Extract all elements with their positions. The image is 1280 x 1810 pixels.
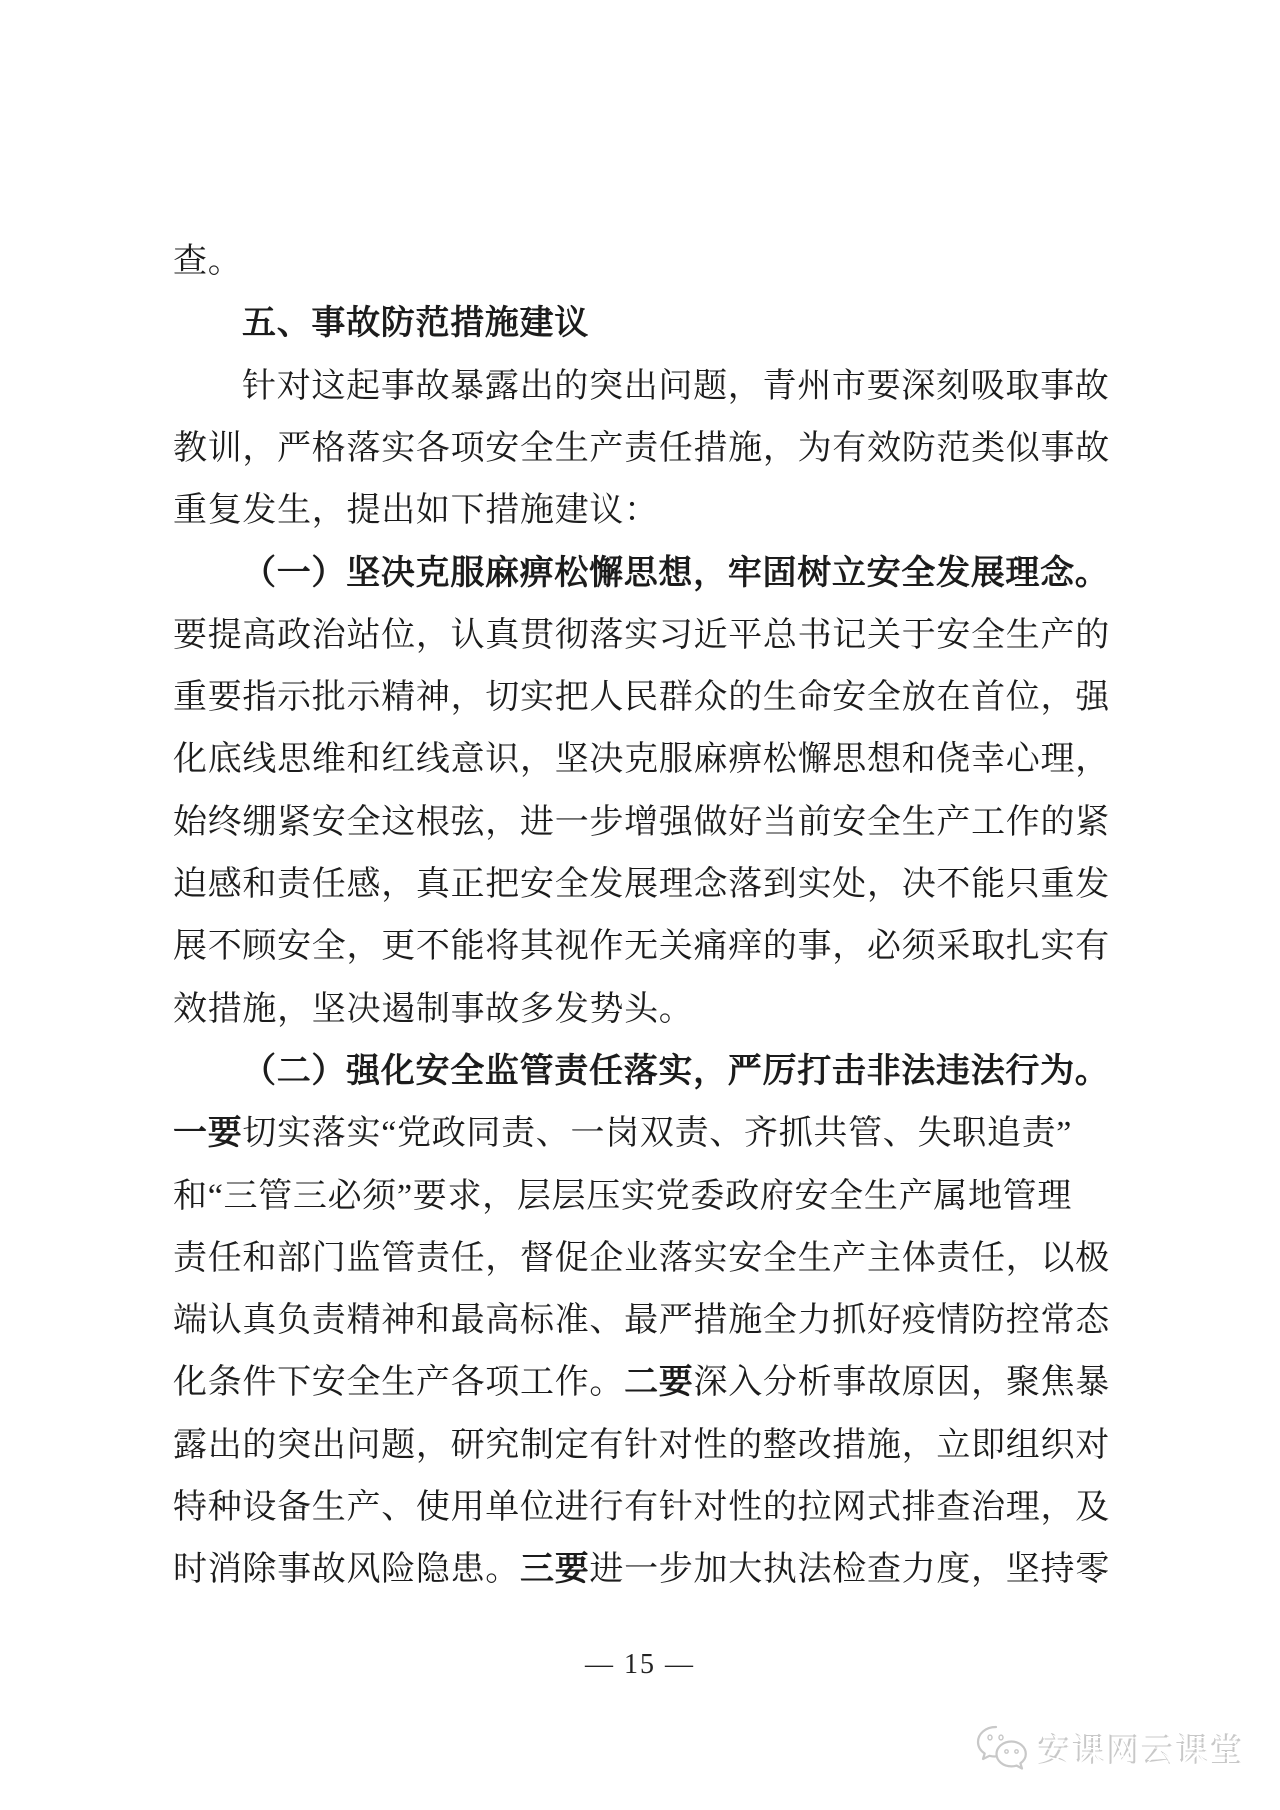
text-line xyxy=(242,543,1110,605)
text-line xyxy=(173,667,1110,729)
text-line xyxy=(173,1228,1110,1290)
text-line xyxy=(173,792,1110,854)
text-segment: 深入分析事故原因，聚焦暴 xyxy=(693,1364,1110,1401)
text-segment: 教训，严格落实各项安全生产责任措施，为有效防范类似事故 xyxy=(173,430,1110,467)
text-segment: 重复发生，提出如下措施建议： xyxy=(173,492,659,529)
bold-text-segment: 三要 xyxy=(520,1551,590,1588)
text-segment: 查。 xyxy=(173,243,243,280)
text-line xyxy=(173,1415,1110,1477)
text-segment: 要提高政治站位，认真贯彻落实习近平总书记关于安全生产的 xyxy=(173,617,1110,654)
text-segment: 重要指示批示精神，切实把人民群众的生命安全放在首位，强 xyxy=(173,679,1110,716)
text-line xyxy=(242,1041,1110,1103)
text-segment: 展不顾安全，更不能将其视作无关痛痒的事，必须采取扎实有 xyxy=(173,928,1110,965)
text-segment: 迫感和责任感，真正把安全发展理念落到实处，决不能只重发 xyxy=(173,866,1110,903)
watermark-text: 安课网云课堂 xyxy=(1039,1732,1246,1770)
text-segment: 化条件下安全生产各项工作。 xyxy=(173,1364,625,1401)
text-segment: 始终绷紧安全这根弦，进一步增强做好当前安全生产工作的紧 xyxy=(173,804,1110,841)
text-segment: 端认真负责精神和最高标准、最严措施全力抓好疫情防控常态 xyxy=(173,1302,1110,1339)
text-segment: 露出的突出问题，研究制定有针对性的整改措施，立即组织对 xyxy=(173,1427,1110,1464)
text-line xyxy=(173,1352,1110,1414)
bold-text-segment: 二要 xyxy=(624,1364,694,1401)
text-segment: 进一步加大执法检查力度，坚持零 xyxy=(589,1551,1110,1588)
bold-text-segment: 一要 xyxy=(173,1115,243,1152)
text-line xyxy=(173,854,1110,916)
text-segment: 效措施，坚决遏制事故多发势头。 xyxy=(173,991,694,1028)
text-line xyxy=(173,605,1110,667)
text-segment: 切实落实“党政同责、一岗双责、齐抓共管、失职追责” xyxy=(242,1115,1073,1152)
text-line xyxy=(173,1290,1110,1352)
bold-text-segment: （二）强化安全监管责任落实，严厉打击非法违法行为。 xyxy=(242,1053,1110,1090)
text-line xyxy=(173,729,1110,791)
text-segment: 责任和部门监管责任，督促企业落实安全生产主体责任，以极 xyxy=(173,1240,1110,1277)
text-line xyxy=(173,418,1110,480)
text-line xyxy=(242,293,589,355)
bold-text-segment: （一）坚决克服麻痹松懈思想，牢固树立安全发展理念。 xyxy=(242,555,1110,592)
text-segment: 时消除事故风险隐患。 xyxy=(173,1551,520,1588)
text-line xyxy=(173,1103,1072,1165)
text-line xyxy=(173,1166,1072,1228)
text-line xyxy=(173,231,242,293)
text-segment: 特种设备生产、使用单位进行有针对性的拉网式排查治理，及 xyxy=(173,1489,1110,1526)
text-line xyxy=(173,979,694,1041)
text-line xyxy=(173,1539,1110,1601)
text-line xyxy=(242,356,1110,418)
watermark xyxy=(975,1724,1246,1774)
text-segment: 化底线思维和红线意识，坚决克服麻痹松懈思想和侥幸心理， xyxy=(173,741,1110,778)
text-line xyxy=(173,916,1110,978)
bold-text-segment: 五、事故防范措施建议 xyxy=(242,305,589,342)
text-line xyxy=(173,1477,1110,1539)
text-segment: 和“三管三必须”要求，层层压实党委政府安全生产属地管理 xyxy=(173,1178,1073,1215)
text-segment: 针对这起事故暴露出的突出问题，青州市要深刻吸取事故 xyxy=(242,368,1110,405)
text-line xyxy=(173,480,659,542)
wechat-chat-bubbles-icon xyxy=(975,1724,1029,1774)
page-number: — 15 — xyxy=(585,1649,695,1680)
